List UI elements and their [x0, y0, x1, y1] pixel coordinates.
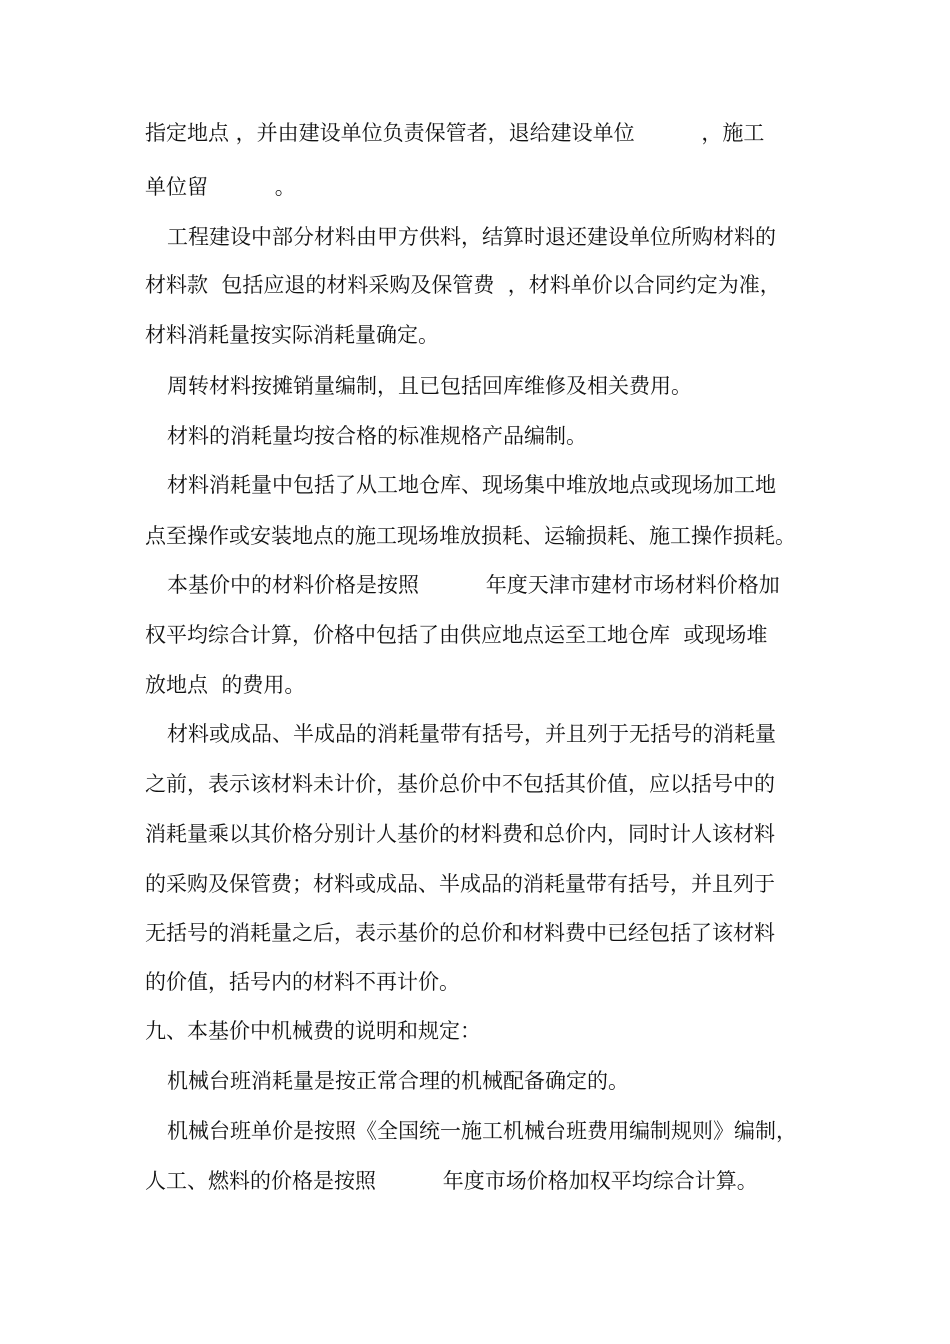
text-line: 无括号的消耗量之后，表示基价的总价和材料费中已经包括了该材料 [145, 921, 775, 945]
text-line: 权平均综合计算，价格中包括了由供应地点运至工地仓库 或现场堆 [145, 623, 768, 647]
text-line: 点至操作或安装地点的施工现场堆放损耗、运输损耗、施工操作损耗。 [145, 524, 796, 548]
text-line: 工程建设中部分材料由甲方供料，结算时退还建设单位所购材料的 [167, 225, 776, 249]
text-line: 周转材料按摊销量编制，且已包括回库维修及相关费用。 [167, 374, 692, 398]
text-line: 机械台班消耗量是按正常合理的机械配备确定的。 [167, 1069, 629, 1093]
text-line: 单位留 。 [145, 175, 296, 199]
text-line: 材料或成品、半成品的消耗量带有括号，并且列于无括号的消耗量 [167, 722, 776, 746]
text-line: 本基价中的材料价格是按照 年度天津市建材市场材料价格加 [167, 573, 780, 597]
text-line: 之前，表示该材料未计价，基价总价中不包括其价值，应以括号中的 [145, 772, 775, 796]
text-line: 消耗量乘以其价格分别计人基价的材料费和总价内，同时计人该材料 [145, 822, 775, 846]
text-line: 的采购及保管费；材料或成品、半成品的消耗量带有括号，并且列于 [145, 872, 775, 896]
text-line: 指定地点 ，并由建设单位负责保管者，退给建设单位 ，施工 [145, 121, 765, 145]
text-line: 人工、燃料的价格是按照 年度市场价格加权平均综合计算。 [145, 1169, 758, 1193]
text-line: 的价值，括号内的材料不再计价。 [145, 970, 460, 994]
section-heading: 九、本基价中机械费的说明和规定： [145, 1019, 481, 1043]
text-line: 材料消耗量中包括了从工地仓库、现场集中堆放地点或现场加工地 [167, 473, 776, 497]
text-line: 机械台班单价是按照《全国统一施工机械台班费用编制规则》编制， [167, 1119, 797, 1143]
text-line: 材料消耗量按实际消耗量确定。 [145, 323, 439, 347]
text-line: 材料款 包括应退的材料采购及保管费 ，材料单价以合同约定为准， [145, 273, 781, 297]
text-line: 材料的消耗量均按合格的标准规格产品编制。 [167, 424, 587, 448]
text-line: 放地点 的费用。 [145, 673, 306, 697]
